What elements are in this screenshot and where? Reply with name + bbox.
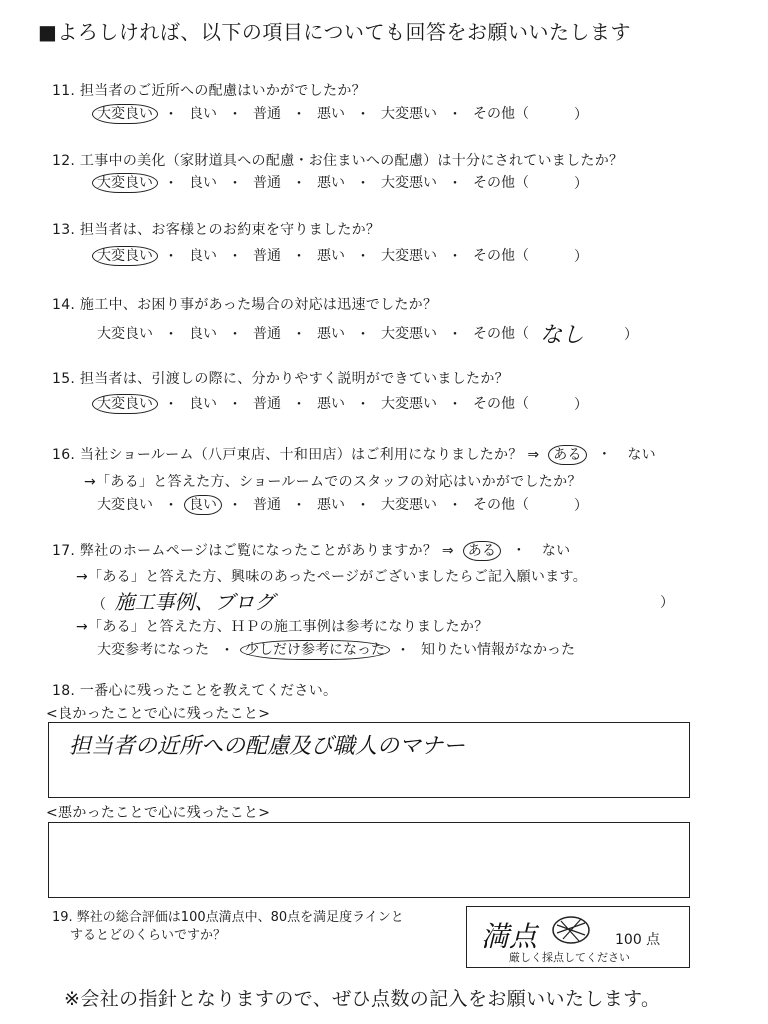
q14-options	[92, 318, 638, 349]
q16-option-very-good[interactable]: 大変良い	[97, 497, 153, 513]
q16-option-bad[interactable]: 悪い	[317, 497, 345, 513]
q12-option-good[interactable]: 良い	[189, 175, 217, 191]
q12-option-bad[interactable]: 悪い	[317, 175, 345, 191]
dot-separator: ・	[356, 326, 370, 343]
q13-option-bad[interactable]: 悪い	[317, 248, 345, 264]
q14-option-bad[interactable]: 悪い	[317, 325, 345, 342]
dot-separator: ・	[292, 176, 306, 192]
q17-choice-slightly-helpful[interactable]: 少しだけ参考になった	[240, 640, 390, 660]
dot-separator: ・	[448, 498, 462, 514]
q13-option-other[interactable]: その他（	[473, 248, 529, 264]
page-heading: ■よろしければ、以下の項目についても回答をお願いいたします	[38, 20, 631, 44]
dot-separator: ・	[164, 249, 178, 265]
dot-separator: ・	[356, 397, 370, 413]
q16-followup: →「ある」と答えた方、ショールームでのスタッフの対応はいかがでしたか？	[84, 474, 582, 490]
dot-separator: ・	[292, 107, 306, 123]
dot-separator: ・	[164, 498, 178, 514]
q14-handwritten-answer: なし	[540, 323, 585, 348]
dot-separator: ・	[597, 447, 612, 463]
q19-score-box[interactable]	[466, 906, 690, 968]
question-14: 14. 施工中、お困り事があった場合の対応は迅速でしたか？	[52, 297, 438, 313]
q13-option-normal[interactable]: 普通	[253, 248, 281, 264]
q18-bad-label: <悪かったことで心に残ったこと>	[46, 805, 271, 821]
q13-option-good[interactable]: 良い	[189, 248, 217, 264]
close-paren: ）	[574, 397, 588, 413]
q11-option-normal[interactable]: 普通	[253, 106, 281, 122]
q17-option-no[interactable]: ない	[541, 543, 571, 559]
q11-options	[92, 104, 588, 124]
q16-option-other[interactable]: その他（	[473, 497, 529, 513]
dot-separator: ・	[228, 249, 242, 265]
dot-separator: ・	[292, 249, 306, 265]
open-paren: （	[92, 597, 106, 613]
q15-options	[92, 394, 588, 414]
q16-option-no[interactable]: ない	[627, 447, 656, 463]
dot-separator: ・	[356, 176, 370, 192]
question-19-line-2: するとどのくらいですか？	[70, 928, 227, 943]
q18-good-handwritten-answer: 担当者の近所への配慮及び職人のマナー	[69, 734, 466, 759]
q16-options	[92, 495, 588, 515]
close-paren: ）	[624, 326, 638, 343]
dot-separator: ・	[511, 543, 527, 559]
q15-option-good[interactable]: 良い	[189, 396, 217, 412]
question-16	[52, 444, 661, 465]
dot-separator: ・	[164, 176, 178, 192]
q15-option-normal[interactable]: 普通	[253, 396, 281, 412]
dot-separator: ・	[448, 176, 462, 192]
q15-option-very-good[interactable]: 大変良い	[92, 394, 158, 414]
dot-separator: ・	[448, 107, 462, 123]
q17-handwritten-answer: 施工事例、ブログ	[114, 590, 275, 614]
dot-separator: ・	[228, 498, 242, 514]
dot-separator: ・	[228, 176, 242, 192]
q17-choice-very-helpful[interactable]: 大変参考になった	[97, 642, 209, 658]
question-17	[52, 540, 575, 561]
q14-option-normal[interactable]: 普通	[253, 325, 281, 342]
q16-option-yes[interactable]: ある	[548, 445, 587, 465]
footer-note: ※会社の指針となりますので、ぜひ点数の記入をお願いいたします。	[64, 988, 661, 1010]
dot-separator: ・	[292, 326, 306, 343]
q14-option-very-good[interactable]: 大変良い	[97, 325, 153, 342]
question-11: 11. 担当者のご近所への配慮はいかがでしたか？	[52, 83, 366, 99]
dot-separator: ・	[228, 326, 242, 343]
dot-separator: ・	[448, 326, 462, 343]
q12-option-very-bad[interactable]: 大変悪い	[381, 175, 437, 191]
q12-options	[92, 173, 588, 193]
close-paren: ）	[574, 107, 588, 123]
q13-option-very-good[interactable]: 大変良い	[92, 246, 158, 266]
q14-option-very-bad[interactable]: 大変悪い	[381, 325, 437, 342]
dot-separator: ・	[448, 249, 462, 265]
q11-option-bad[interactable]: 悪い	[317, 106, 345, 122]
dot-separator: ・	[356, 249, 370, 265]
q17-option-yes[interactable]: ある	[463, 541, 502, 561]
q13-option-very-bad[interactable]: 大変悪い	[381, 248, 437, 264]
q16-option-very-bad[interactable]: 大変悪い	[381, 497, 437, 513]
q11-option-very-bad[interactable]: 大変悪い	[381, 106, 437, 122]
question-19-line-1: 19. 弊社の総合評価は100点満点中、80点を満足度ラインと	[52, 910, 404, 925]
question-18: 18. 一番心に残ったことを教えてください。	[52, 683, 338, 699]
q11-option-other[interactable]: その他（	[473, 106, 529, 122]
q13-options	[92, 246, 588, 266]
dot-separator: ・	[396, 643, 410, 659]
q17-followup-1: →「ある」と答えた方、興味のあったページがございましたらご記入願います。	[76, 569, 587, 585]
q12-option-other[interactable]: その他（	[473, 175, 529, 191]
q16-option-good[interactable]: 良い	[184, 495, 222, 515]
q19-score-unit: 100 点	[615, 932, 661, 948]
q16-option-normal[interactable]: 普通	[253, 497, 281, 513]
dot-separator: ・	[292, 498, 306, 514]
q12-option-normal[interactable]: 普通	[253, 175, 281, 191]
question-15: 15. 担当者は、引渡しの際に、分かりやすく説明ができていましたか？	[52, 371, 509, 387]
q17-choice-no-info[interactable]: 知りたい情報がなかった	[421, 642, 575, 658]
q19-handwritten-score: 満点	[481, 920, 538, 953]
dot-separator: ・	[164, 107, 178, 123]
q16-text: 16. 当社ショールーム（八戸東店、十和田店）はご利用になりましたか？ ⇒	[52, 447, 540, 463]
q11-option-very-good[interactable]: 大変良い	[92, 104, 158, 124]
q18-bad-answer-box[interactable]	[48, 822, 690, 898]
dot-separator: ・	[220, 643, 234, 659]
q19-note: 厳しく採点してください	[509, 951, 630, 964]
question-12: 12. 工事中の美化（家財道具への配慮・お住まいへの配慮）は十分にされていましたか？	[52, 153, 624, 169]
dot-separator: ・	[356, 107, 370, 123]
dot-separator: ・	[228, 107, 242, 123]
q17-text: 17. 弊社のホームページはご覧になったことがありますか？ ⇒	[52, 543, 454, 559]
dot-separator: ・	[292, 397, 306, 413]
q17-followup-2: →「ある」と答えた方、ＨＰの施工事例は参考になりましたか？	[76, 619, 489, 635]
q17-interest-line	[92, 586, 274, 615]
q17-reference-options	[92, 640, 580, 660]
q12-option-very-good[interactable]: 大変良い	[92, 173, 158, 193]
q15-option-other[interactable]: その他（	[473, 396, 529, 412]
q18-good-answer-box[interactable]	[48, 722, 690, 798]
dot-separator: ・	[228, 397, 242, 413]
close-paren: ）	[574, 176, 588, 192]
close-paren: ）	[660, 595, 674, 611]
dot-separator: ・	[448, 397, 462, 413]
q15-option-very-bad[interactable]: 大変悪い	[381, 396, 437, 412]
close-paren: ）	[574, 249, 588, 265]
dot-separator: ・	[164, 397, 178, 413]
q15-option-bad[interactable]: 悪い	[317, 396, 345, 412]
q18-good-label: <良かったことで心に残ったこと>	[46, 706, 271, 722]
question-13: 13. 担当者は、お客様とのお約束を守りましたか？	[52, 222, 381, 238]
scribble-mark	[549, 913, 593, 947]
close-paren: ）	[574, 498, 588, 514]
dot-separator: ・	[356, 498, 370, 514]
q14-option-good[interactable]: 良い	[189, 325, 217, 342]
q11-option-good[interactable]: 良い	[189, 106, 217, 122]
q14-option-other[interactable]: その他（	[473, 325, 529, 342]
dot-separator: ・	[164, 326, 178, 343]
